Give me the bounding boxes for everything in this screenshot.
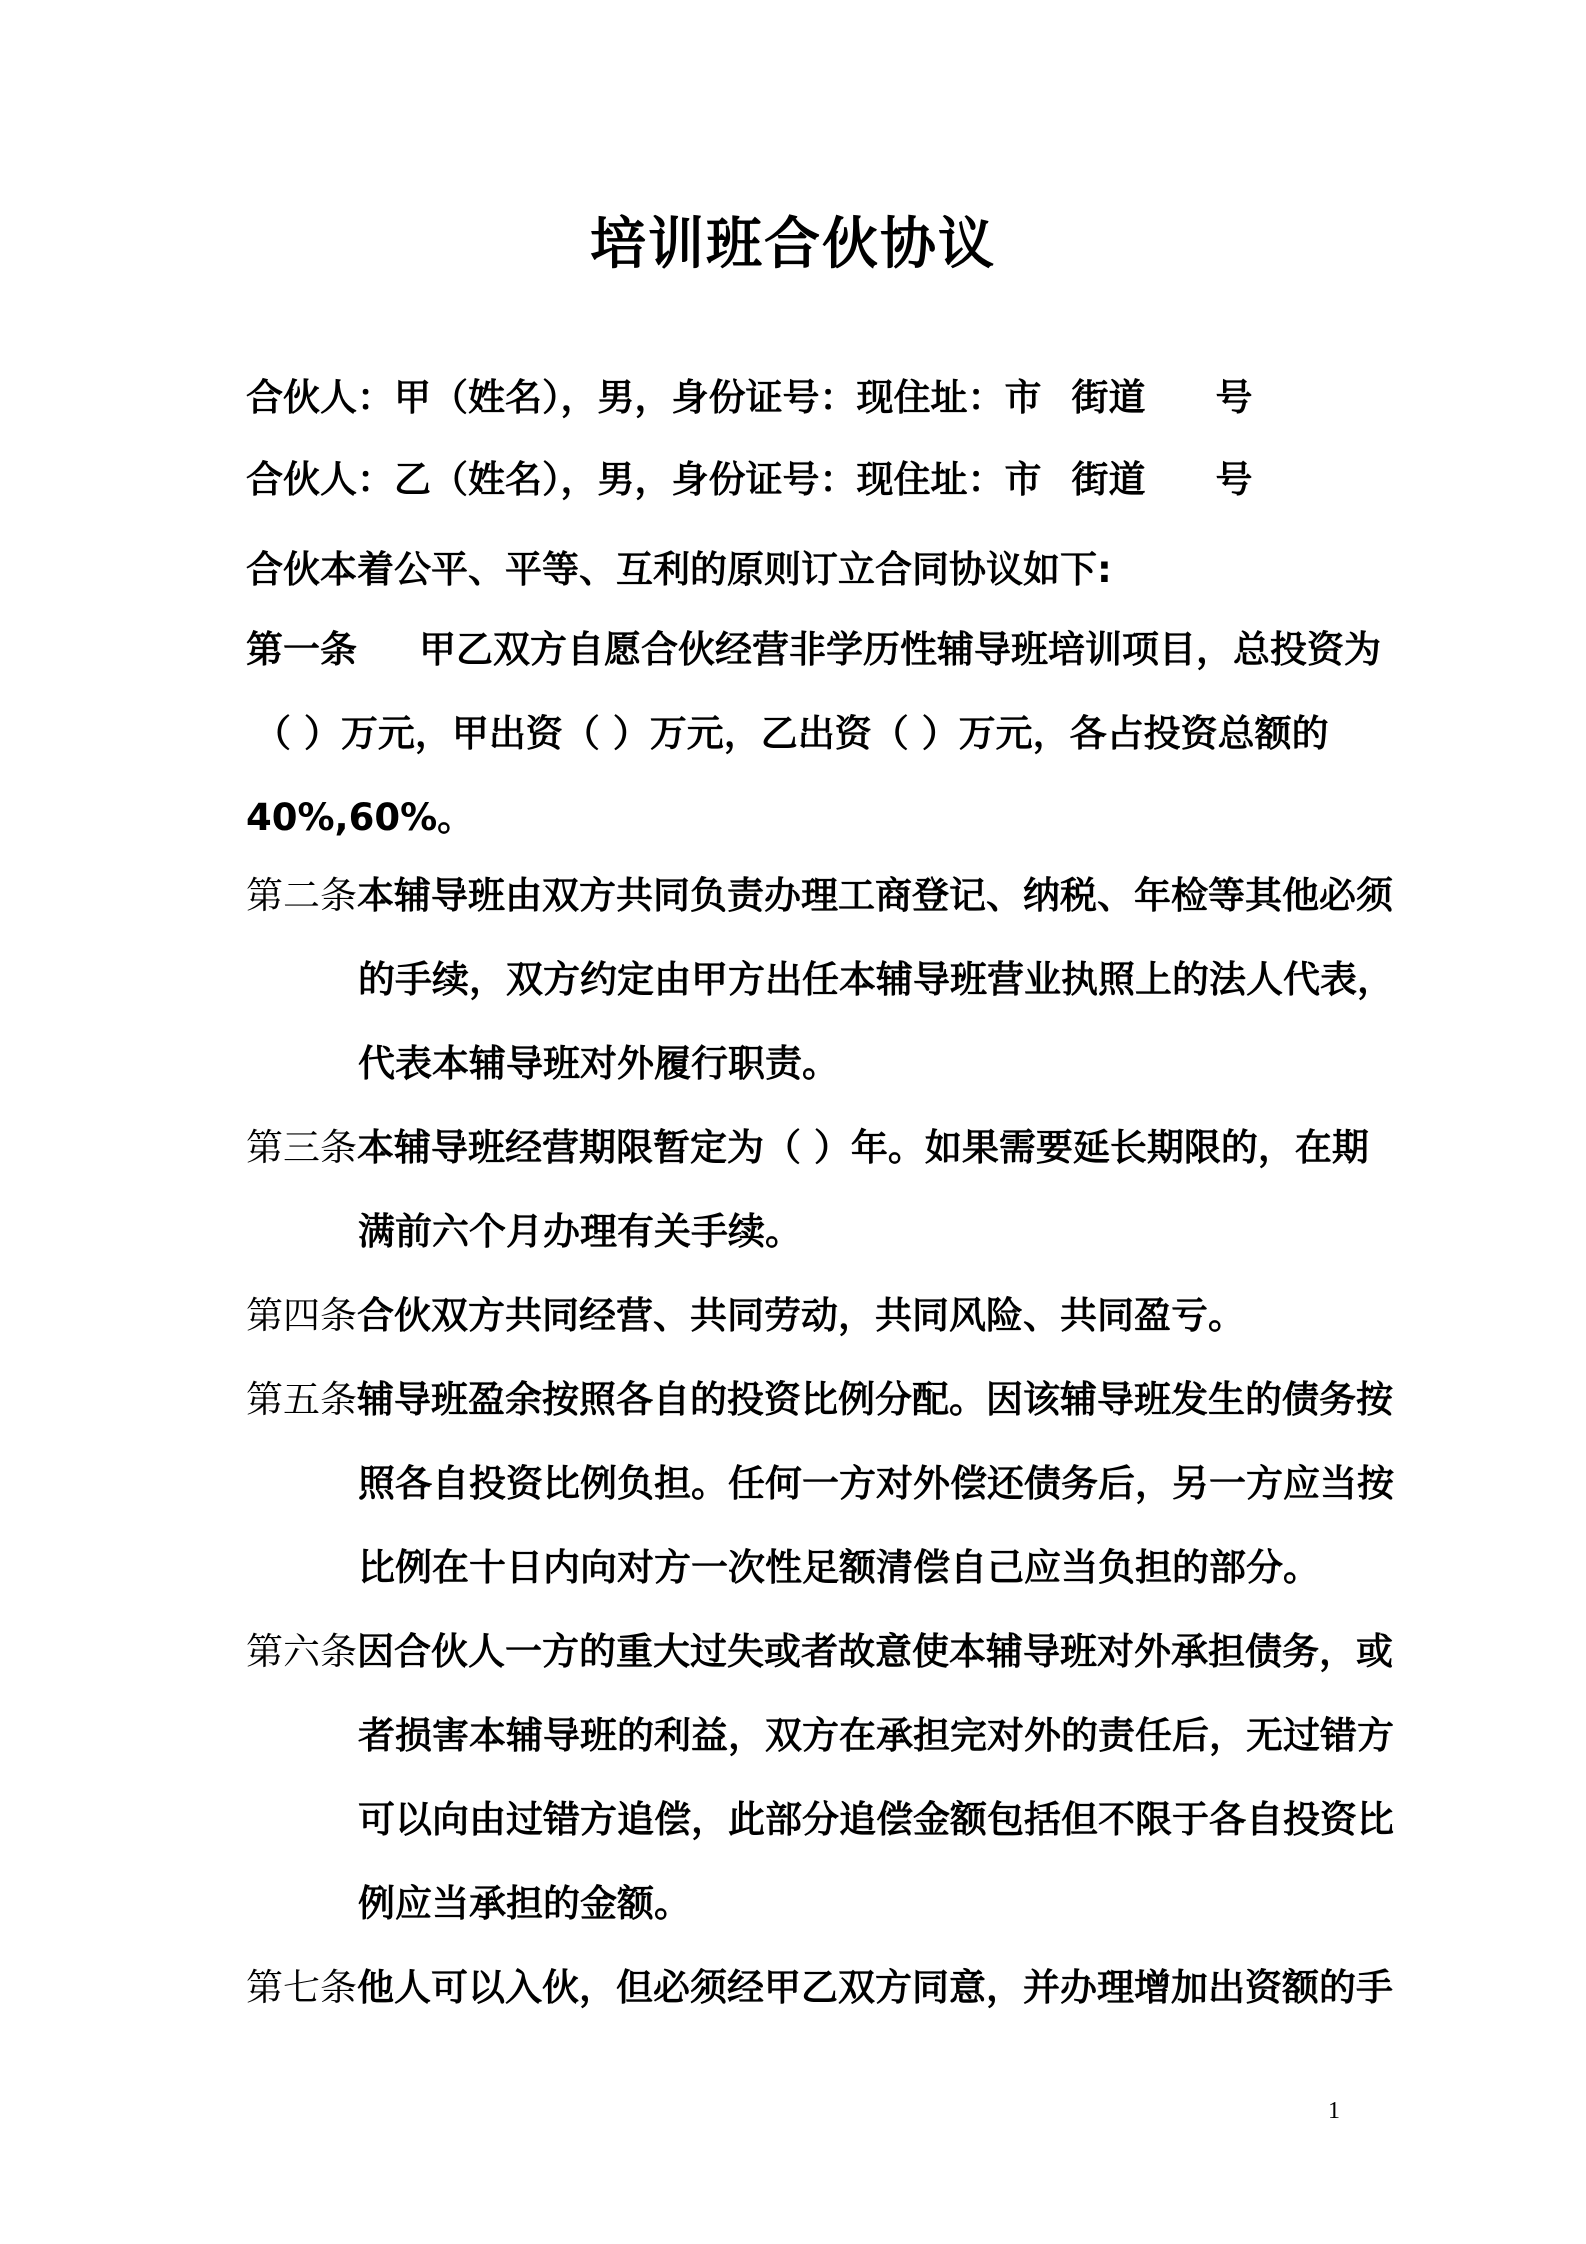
- partner-prefix: 合伙人：: [246, 376, 394, 419]
- partner-street: 街道: [1071, 458, 1146, 501]
- article-4-line-1: [246, 1290, 1245, 1342]
- partner-number: 号: [1215, 458, 1253, 501]
- article-1-line-1: [246, 624, 1381, 676]
- article-text: 本辅导班经营期限暂定为（ ）年。如果需要延长期限的，在期: [357, 1126, 1369, 1169]
- article-5-line-2: 照各自投资比例负担。任何一方对外偿还债务后，另一方应当按: [358, 1462, 1394, 1505]
- article-text: 甲乙双方自愿合伙经营非学历性辅导班培训项目，总投资为: [419, 628, 1381, 671]
- article-6-line-2: 者损害本辅导班的利益，双方在承担完对外的责任后，无过错方: [358, 1714, 1394, 1757]
- article-7-line-1: [246, 1962, 1393, 2014]
- article-label: 第四条: [246, 1294, 357, 1337]
- article-label: 第三条: [246, 1126, 357, 1169]
- article-5-line-1: [246, 1374, 1393, 1426]
- article-3-line-1: [246, 1122, 1369, 1174]
- partner-name: 乙（姓名），男，身份证号：现住址：市: [394, 458, 1042, 501]
- partner-name: 甲（姓名），男，身份证号：现住址：市: [394, 376, 1042, 419]
- article-1-line-3: 40%,60%。: [246, 796, 475, 839]
- article-2-line-1: [246, 870, 1393, 922]
- article-label: 第一条: [246, 628, 357, 671]
- article-text: 因合伙人一方的重大过失或者故意使本辅导班对外承担债务，或: [357, 1630, 1393, 1673]
- article-text: 他人可以入伙，但必须经甲乙双方同意，并办理增加出资额的手: [357, 1966, 1393, 2009]
- page-number: 1: [1328, 2098, 1340, 2124]
- article-3-line-2: 满前六个月办理有关手续。: [358, 1210, 802, 1253]
- article-1-line-2: （ ）万元，甲出资（ ）万元，乙出资（ ）万元，各占投资总额的: [254, 712, 1329, 755]
- article-text: 合伙双方共同经营、共同劳动，共同风险、共同盈亏。: [357, 1294, 1245, 1337]
- article-6-line-4: 例应当承担的金额。: [358, 1882, 691, 1925]
- partner-street: 街道: [1071, 376, 1146, 419]
- partner-number: 号: [1215, 376, 1253, 419]
- article-label: 第五条: [246, 1378, 357, 1421]
- article-6-line-1: [246, 1626, 1393, 1678]
- article-text: 本辅导班由双方共同负责办理工商登记、纳税、年检等其他必须: [357, 874, 1393, 917]
- article-5-line-3: 比例在十日内向对方一次性足额清偿自己应当负担的部分。: [358, 1546, 1320, 1589]
- article-2-line-3: 代表本辅导班对外履行职责。: [358, 1042, 839, 1085]
- article-label: 第二条: [246, 874, 357, 917]
- partner-line-a: [246, 372, 1253, 424]
- article-label: 第七条: [246, 1966, 357, 2009]
- article-6-line-3: 可以向由过错方追偿，此部分追偿金额包括但不限于各自投资比: [358, 1798, 1394, 1841]
- article-2-line-2: 的手续，双方约定由甲方出任本辅导班营业执照上的法人代表，: [358, 958, 1394, 1001]
- preamble: 合伙本着公平、平等、互利的原则订立合同协议如下:: [246, 548, 1112, 591]
- article-text: 辅导班盈余按照各自的投资比例分配。因该辅导班发生的债务按: [357, 1378, 1393, 1421]
- partner-line-b: [246, 454, 1253, 506]
- document-title: 培训班合伙协议: [590, 212, 996, 277]
- partner-prefix: 合伙人：: [246, 458, 394, 501]
- article-label: 第六条: [246, 1630, 357, 1673]
